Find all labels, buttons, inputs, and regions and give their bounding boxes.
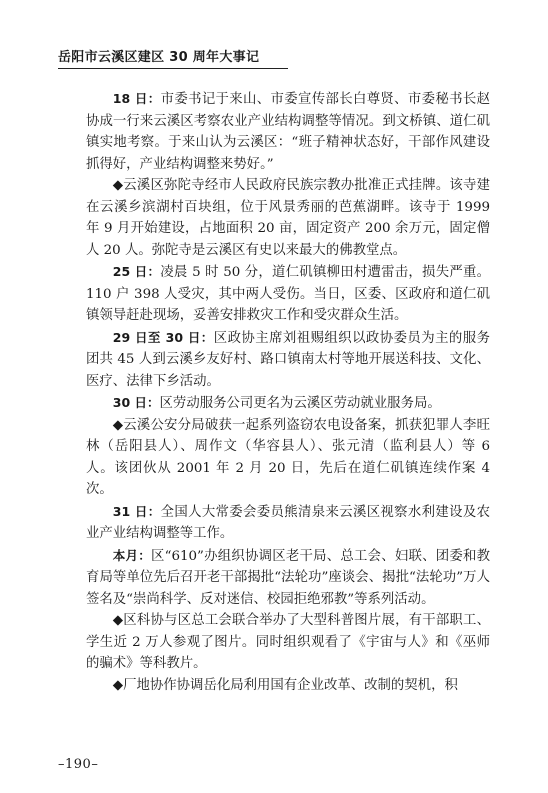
header-rule [58, 68, 288, 69]
entry-enterprise-reform [86, 675, 490, 697]
entry-date: 31 日： [112, 503, 161, 519]
entry-text: 区“610”办组织协调区老干局、总工会、妇联、团委和教育局等单位先后召开老干部揭批“法轮功”座谈会、揭批“法轮功”万人签名及“崇尚科学、反对迷信、校园拒绝邪教”等系列活动。 [86, 548, 490, 607]
entry-29-30 [86, 327, 490, 393]
body-text [86, 88, 490, 696]
entry-25 [86, 261, 490, 327]
entry-date: 30 日： [112, 395, 160, 410]
entry-date: 本月： [112, 547, 151, 563]
entry-text: ◆云溪区弥陀寺经市人民政府民族宗教办批准正式挂牌。该寺建在云溪乡滨湖村百块组，位于风景秀丽的芭蕉湖畔。该寺于 1999 年 9 月开始建设，占地面积 20 亩，固定资产 200 余万元，固定僧人 20 人。弥陀寺是云溪区有史以来最大的佛教堂点。 [86, 178, 490, 258]
page-number: –190– [58, 757, 99, 772]
entry-date: 25 日： [112, 264, 161, 279]
entry-text: 凌晨 5 时 50 分，道仁矶镇柳田村遭雷击，损失严重。110 户 398 人受灾，其中两人受伤。当日，区委、区政府和道仁矶镇领导赶赴现场，妥善安排救灾工作和受灾群众生活。 [86, 265, 490, 323]
entry-text: 全国人大常委会委员熊清泉来云溪区视察水利建设及农业产业结构调整等工作。 [86, 504, 490, 541]
entry-science-exhibition [86, 610, 490, 675]
entry-this-month [86, 545, 490, 611]
entry-date: 29 日至 30 日： [112, 329, 214, 345]
entry-text: 区政协主席刘祖赐组织以政协委员为主的服务团共 45 人到云溪乡友好村、路口镇南太村等地开展送科技、文化、医疗、法律下乡活动。 [86, 330, 490, 389]
entry-police-case [86, 415, 490, 501]
running-header: 岳阳市云溪区建区 30 周年大事记 [58, 50, 260, 65]
entry-text: ◆厂地协作协调岳化局利用国有企业改革、改制的契机，积 [112, 677, 458, 693]
entry-text: 市委书记于来山、市委宣传部长白尊贤、市委秘书长赵协成一行来云溪区考察农业产业结构调整等情况。到文桥镇、道仁矶镇实地考察。于来山认为云溪区：“班子精神状态好，干部作风建设抓得好，产业结构调整来势好。” [86, 92, 490, 172]
entry-mituo-temple [86, 175, 490, 261]
entry-30 [86, 392, 490, 415]
entry-18 [86, 88, 490, 175]
entry-text: 区劳动服务公司更名为云溪区劳动就业服务局。 [159, 396, 441, 411]
entry-date: 18 日： [112, 91, 161, 106]
entry-text: ◆云溪公安分局破获一起系列盗窃农电设备案，抓获犯罪人李旺林（岳阳县人）、周作文（华容县人）、张元清（监利县人）等 6 人。该团伙从 2001 年 2 月 20 日，先后在道仁矶镇连续作案 4 次。 [86, 417, 490, 497]
entry-31 [86, 501, 490, 545]
entry-text: ◆区科协与区总工会联合举办了大型科普图片展，有干部职工、学生近 2 万人参观了图片。同时组织观看了《宇宙与人》和《巫师的骗术》等科教片。 [86, 613, 490, 671]
